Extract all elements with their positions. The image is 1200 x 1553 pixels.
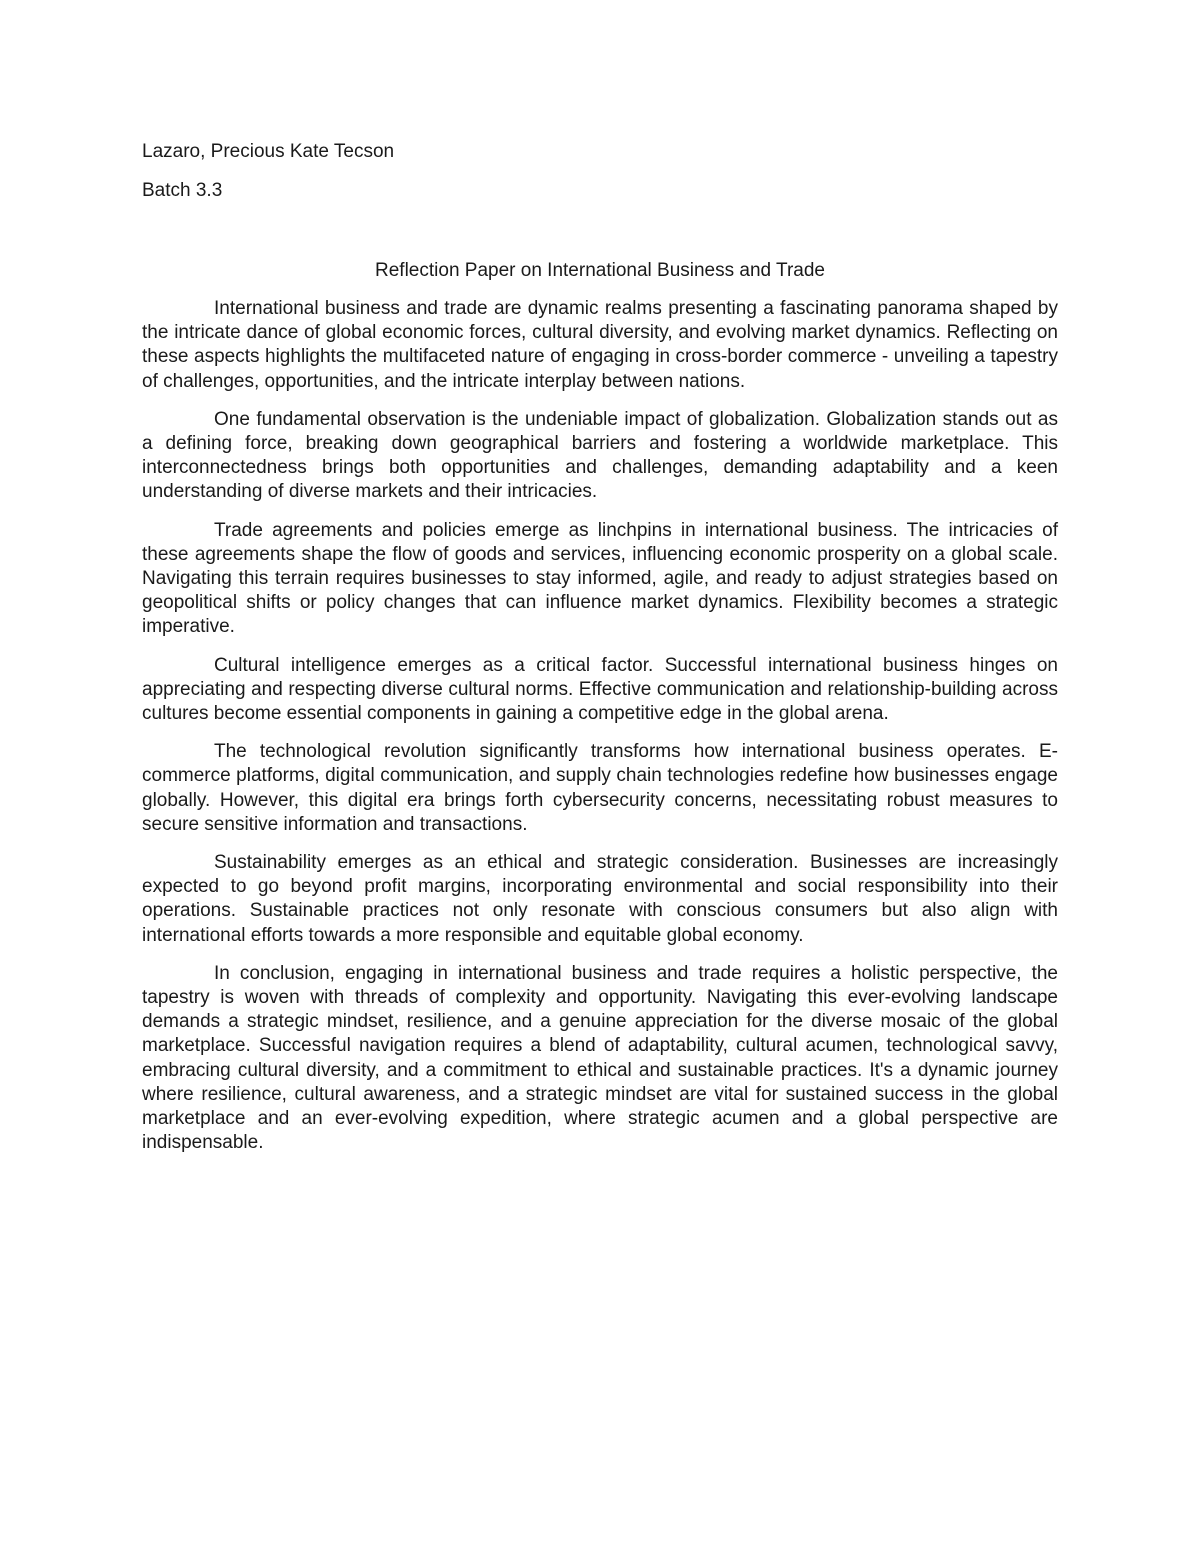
paragraph-cultural-intelligence: Cultural intelligence emerges as a critical factor. Successful international business hinges on appreciating and respecting diverse cultural norms. Effective communication and relationship-building across cultures become essential components in gaining a competitive edge in the global arena. bbox=[142, 654, 1058, 725]
paragraph-sustainability: Sustainability emerges as an ethical and strategic consideration. Businesses are increasingly expected to go beyond profit margins, incorporating environmental and social responsibility into their operations. Sustainable practices not only resonate with conscious consumers but also align with international efforts towards a more responsible and equitable global economy. bbox=[142, 852, 1058, 946]
paragraph-introduction: International business and trade are dynamic realms presenting a fascinating panorama shaped by the intricate dance of global economic forces, cultural diversity, and evolving market dynamics. Reflecting on these aspects highlights the multifaceted nature of engaging in cross-border commerce - unveiling a tapestry of challenges, opportunities, and the intricate interplay between nations. bbox=[142, 298, 1058, 392]
paragraph-trade-agreements: Trade agreements and policies emerge as linchpins in international business. The intricacies of these agreements shape the flow of goods and services, influencing economic prosperity on a global scale. Navigating this terrain requires businesses to stay informed, agile, and ready to adjust strategies based on geopolitical shifts or policy changes that can influence market dynamics. Flexibility becomes a strategic imperative. bbox=[142, 519, 1058, 638]
document-title: Reflection Paper on International Business and Trade bbox=[375, 260, 825, 281]
author-name: Lazaro, Precious Kate Tecson bbox=[142, 141, 395, 162]
paragraph-technology: The technological revolution significantly transforms how international business operates. E-commerce platforms, digital communication, and supply chain technologies redefine how businesses engage globally. However, this digital era brings forth cybersecurity concerns, necessitating robust measures to secure sensitive information and transactions. bbox=[142, 741, 1058, 835]
document-body bbox=[142, 140, 1058, 1156]
batch-label: Batch 3.3 bbox=[142, 180, 223, 201]
paragraph-globalization: One fundamental observation is the undeniable impact of globalization. Globalization stands out as a defining force, breaking down geographical barriers and fostering a worldwide marketplace. This interconnectedness brings both opportunities and challenges, demanding adaptability and a keen understanding of diverse markets and their intricacies. bbox=[142, 408, 1058, 503]
paragraph-conclusion: In conclusion, engaging in international business and trade requires a holistic perspective, the tapestry is woven with threads of complexity and opportunity. Navigating this ever-evolving landscape demands a strategic mindset, resilience, and a genuine appreciation for the diverse mosaic of the global marketplace. Successful navigation requires a blend of adaptability, cultural acumen, technological savvy, embracing cultural diversity, and a commitment to ethical and sustainable practices. It's a dynamic journey where resilience, cultural awareness, and a strategic mindset are vital for sustained success in the global marketplace and an ever-evolving expedition, where strategic acumen and a global perspective are indispensable. bbox=[142, 962, 1058, 1154]
